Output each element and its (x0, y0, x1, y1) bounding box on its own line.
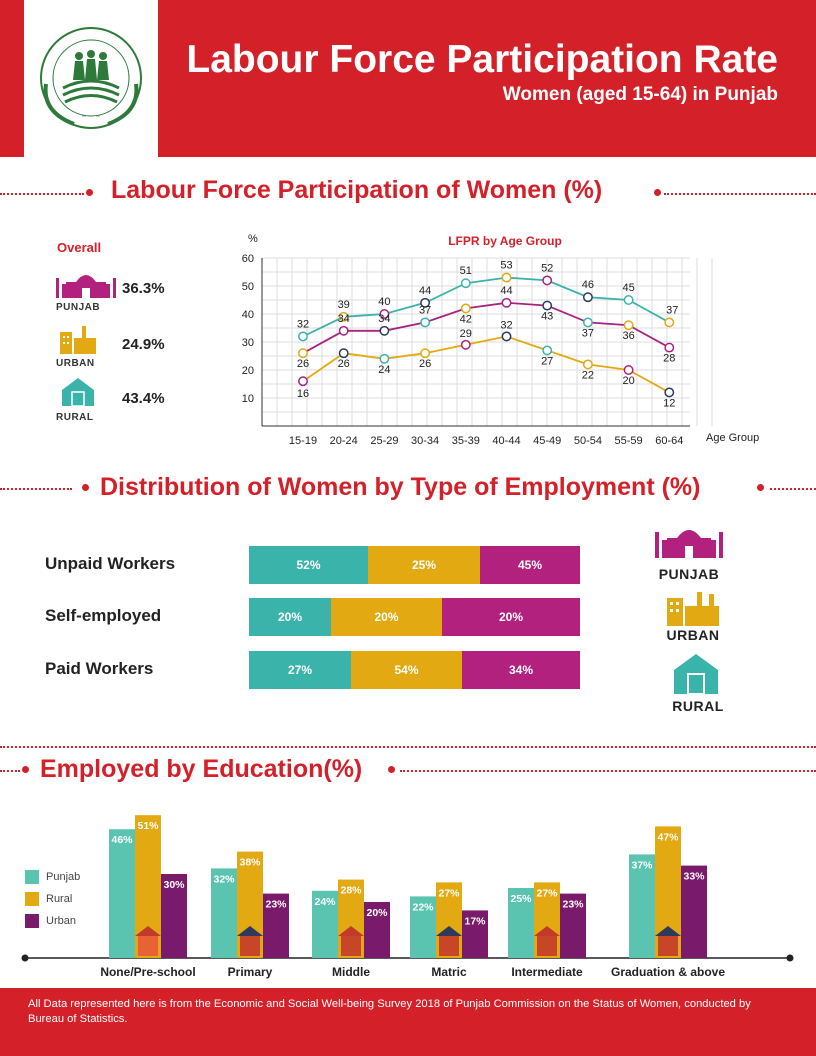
y-tick-label: 30 (241, 337, 254, 349)
bar-value-label: 28% (340, 884, 362, 897)
x-axis-label: Age Group (706, 432, 760, 444)
x-tick-label: 30-34 (411, 435, 440, 447)
data-point (340, 327, 348, 335)
school-icon (341, 936, 361, 956)
data-label: 53 (500, 259, 513, 272)
barn-icon (60, 376, 96, 406)
data-point (299, 332, 307, 340)
baseline-end (787, 955, 794, 962)
school-icon (658, 936, 678, 956)
school-icon (240, 936, 260, 956)
region-value: 43.4% (122, 390, 165, 407)
x-tick-label: 15-19 (288, 435, 318, 447)
bar-value-label: 24% (314, 895, 336, 908)
footer-text: All Data represented here is from the Economic and Social Well-being Survey 2018 of Punjab Commission on the Status of Women, conducted by Bureau of Statistics. (28, 998, 751, 1025)
category-label: Middle (332, 965, 370, 979)
data-point (665, 343, 673, 351)
barn-icon (672, 652, 720, 694)
data-label: 32 (500, 319, 513, 332)
data-point (624, 296, 632, 304)
data-point (299, 349, 307, 357)
employment-label: Paid Workers (45, 659, 154, 678)
school-icon (537, 936, 557, 956)
data-label: 36 (622, 330, 635, 343)
divider-dot (82, 484, 89, 491)
data-point (543, 276, 551, 284)
data-label: 22 (581, 369, 595, 382)
bar-value-label: 46% (111, 834, 133, 847)
bar-value-label: 27% (438, 887, 460, 900)
bar-value-label: 33% (683, 870, 705, 883)
lfpr-line-chart (240, 228, 770, 448)
divider-dot (654, 189, 661, 196)
region-value: 24.9% (122, 336, 165, 353)
overall-urban (40, 324, 200, 374)
employment-segment-punjab: 52% (249, 546, 368, 584)
divider-line (770, 488, 816, 490)
data-label: 52 (541, 262, 554, 275)
region-name: RURAL (56, 412, 94, 423)
region-name: PUNJAB (56, 302, 101, 313)
data-label: 26 (296, 358, 310, 371)
data-label: 28 (663, 352, 676, 365)
employment-bar-self-employed (249, 598, 580, 636)
data-label: 29 (459, 327, 472, 340)
x-tick-label: 50-54 (573, 435, 602, 447)
bar-value-label: 38% (239, 856, 261, 869)
y-tick-label: 20 (241, 365, 254, 377)
divider-dot (86, 189, 93, 196)
school-icon (138, 936, 158, 956)
divider-dot (757, 484, 764, 491)
bar-value-label: 27% (536, 887, 558, 900)
y-tick-label: 10 (241, 393, 254, 405)
x-tick-label: 55-59 (614, 435, 643, 447)
overall-rural (40, 378, 200, 428)
data-point (584, 360, 592, 368)
data-label: 37 (418, 304, 432, 317)
category-label: Primary (227, 965, 273, 979)
data-point (299, 377, 307, 385)
x-tick-label: 60-64 (655, 435, 684, 447)
data-point (665, 318, 673, 326)
bar-value-label: 23% (265, 898, 287, 911)
section-heading-lfp: Labour Force Participation of Women (%) (111, 176, 603, 204)
category-label: Intermediate (511, 965, 583, 979)
employment-segment-punjab: 20% (249, 598, 331, 636)
divider-line (0, 770, 20, 772)
line-chart-title: LFPR by Age Group (448, 234, 562, 248)
region-value: 36.3% (122, 280, 165, 297)
employment-bar-unpaid (249, 546, 580, 584)
baseline-end (22, 955, 29, 962)
employment-segment-urban: 20% (331, 598, 442, 636)
svg-text:~ ~ ~: ~ ~ ~ (81, 113, 101, 120)
data-point (421, 349, 429, 357)
category-label: Graduation & above (610, 965, 726, 979)
employment-label: Self-employed (45, 606, 162, 625)
data-label: 26 (418, 358, 432, 371)
page-title: Labour Force Participation Rate (186, 38, 778, 81)
x-tick-label: 45-49 (533, 435, 562, 447)
data-point (380, 355, 388, 363)
legend-label-punjab: Punjab (46, 871, 81, 883)
category-label: Matric (431, 965, 467, 979)
data-label: 44 (500, 284, 513, 297)
x-tick-label: 35-39 (451, 435, 480, 447)
divider-line (0, 193, 84, 195)
factory-icon (665, 590, 721, 626)
data-label: 37 (581, 327, 595, 340)
x-tick-label: 20-24 (329, 435, 358, 447)
data-point (502, 273, 510, 281)
divider-line (0, 746, 816, 748)
legend-label-rural: Rural (46, 893, 73, 905)
data-point (624, 321, 632, 329)
divider-line (0, 488, 72, 490)
logo-panel (24, 0, 158, 157)
y-tick-label: 50 (241, 281, 254, 293)
legend-rural: RURAL (672, 698, 724, 714)
data-label: 26 (337, 358, 350, 371)
y-tick-label: 60 (241, 253, 254, 265)
overall-label: Overall (57, 240, 102, 255)
bar-value-label: 47% (657, 831, 679, 844)
section-heading-employment: Distribution of Women by Type of Employment (%) (100, 473, 701, 501)
data-label: 34 (337, 312, 350, 325)
divider-dot (388, 766, 395, 773)
employment-segment-punjab: 27% (249, 651, 351, 689)
data-point (543, 346, 551, 354)
data-point (462, 279, 470, 287)
bar-value-label: 30% (163, 879, 185, 891)
employment-segment-rural: 20% (442, 598, 580, 636)
data-point (543, 301, 551, 309)
employment-segment-urban: 54% (351, 651, 462, 689)
bar-value-label: 51% (137, 820, 159, 833)
data-label: 12 (663, 397, 676, 410)
data-label: 40 (378, 296, 391, 308)
data-point (340, 349, 348, 357)
bar-value-label: 17% (464, 915, 486, 928)
school-icon (439, 936, 459, 956)
y-axis-label: % (248, 233, 258, 245)
data-label: 45 (622, 282, 635, 294)
x-tick-label: 25-29 (370, 435, 399, 447)
bar-value-label: 22% (412, 901, 434, 914)
data-point (421, 318, 429, 326)
data-point (462, 304, 470, 312)
data-label: 44 (418, 284, 432, 297)
divider-line (664, 193, 816, 195)
data-label: 16 (296, 388, 310, 401)
legend-label-urban: Urban (46, 915, 76, 927)
legend-urban: URBAN (666, 627, 720, 643)
data-point (380, 327, 388, 335)
employment-segment-rural: 34% (462, 651, 580, 689)
data-point (502, 299, 510, 307)
employment-segment-urban: 25% (368, 546, 480, 584)
region-name: URBAN (56, 358, 95, 369)
bar-value-label: 37% (631, 859, 653, 872)
data-label: 51 (459, 265, 472, 278)
data-label: 39 (337, 298, 350, 311)
overall-punjab (40, 268, 200, 318)
bar-value-label: 32% (213, 873, 235, 886)
bar-value-label: 25% (510, 893, 532, 905)
footer-note (0, 988, 816, 1056)
page-subtitle: Women (aged 15-64) in Punjab (502, 84, 778, 105)
commission-logo-icon (24, 0, 158, 157)
data-label: 20 (622, 375, 635, 387)
data-point (462, 341, 470, 349)
employment-segment-rural: 45% (480, 546, 580, 584)
data-point (665, 388, 673, 396)
data-label: 24 (378, 363, 391, 376)
bar-value-label: 20% (366, 907, 388, 919)
bar-value-label: 23% (562, 898, 584, 911)
factory-icon (58, 324, 98, 354)
x-tick-label: 40-44 (492, 435, 521, 447)
bar-punjab (109, 829, 135, 958)
data-label: 37 (666, 304, 679, 317)
y-tick-label: 40 (241, 309, 254, 321)
data-label: 43 (541, 310, 554, 323)
data-label: 27 (541, 355, 554, 368)
category-label: None/Pre-school (100, 965, 196, 979)
data-point (502, 332, 510, 340)
data-point (584, 318, 592, 326)
employment-label: Unpaid Workers (45, 554, 176, 573)
divider-line (400, 770, 816, 772)
header-banner (0, 0, 816, 157)
legend-punjab: PUNJAB (658, 566, 720, 582)
data-label: 32 (296, 318, 310, 331)
data-point (584, 293, 592, 301)
divider-dot (22, 766, 29, 773)
data-label: 46 (581, 279, 595, 292)
employment-bar-paid (249, 651, 580, 689)
section-heading-education: Employed by Education(%) (40, 755, 363, 783)
mosque-icon (54, 268, 118, 300)
data-label: 34 (378, 312, 391, 325)
education-bar-chart (0, 796, 816, 986)
data-label: 42 (459, 313, 472, 326)
data-point (624, 366, 632, 374)
mosque-icon (653, 522, 725, 558)
